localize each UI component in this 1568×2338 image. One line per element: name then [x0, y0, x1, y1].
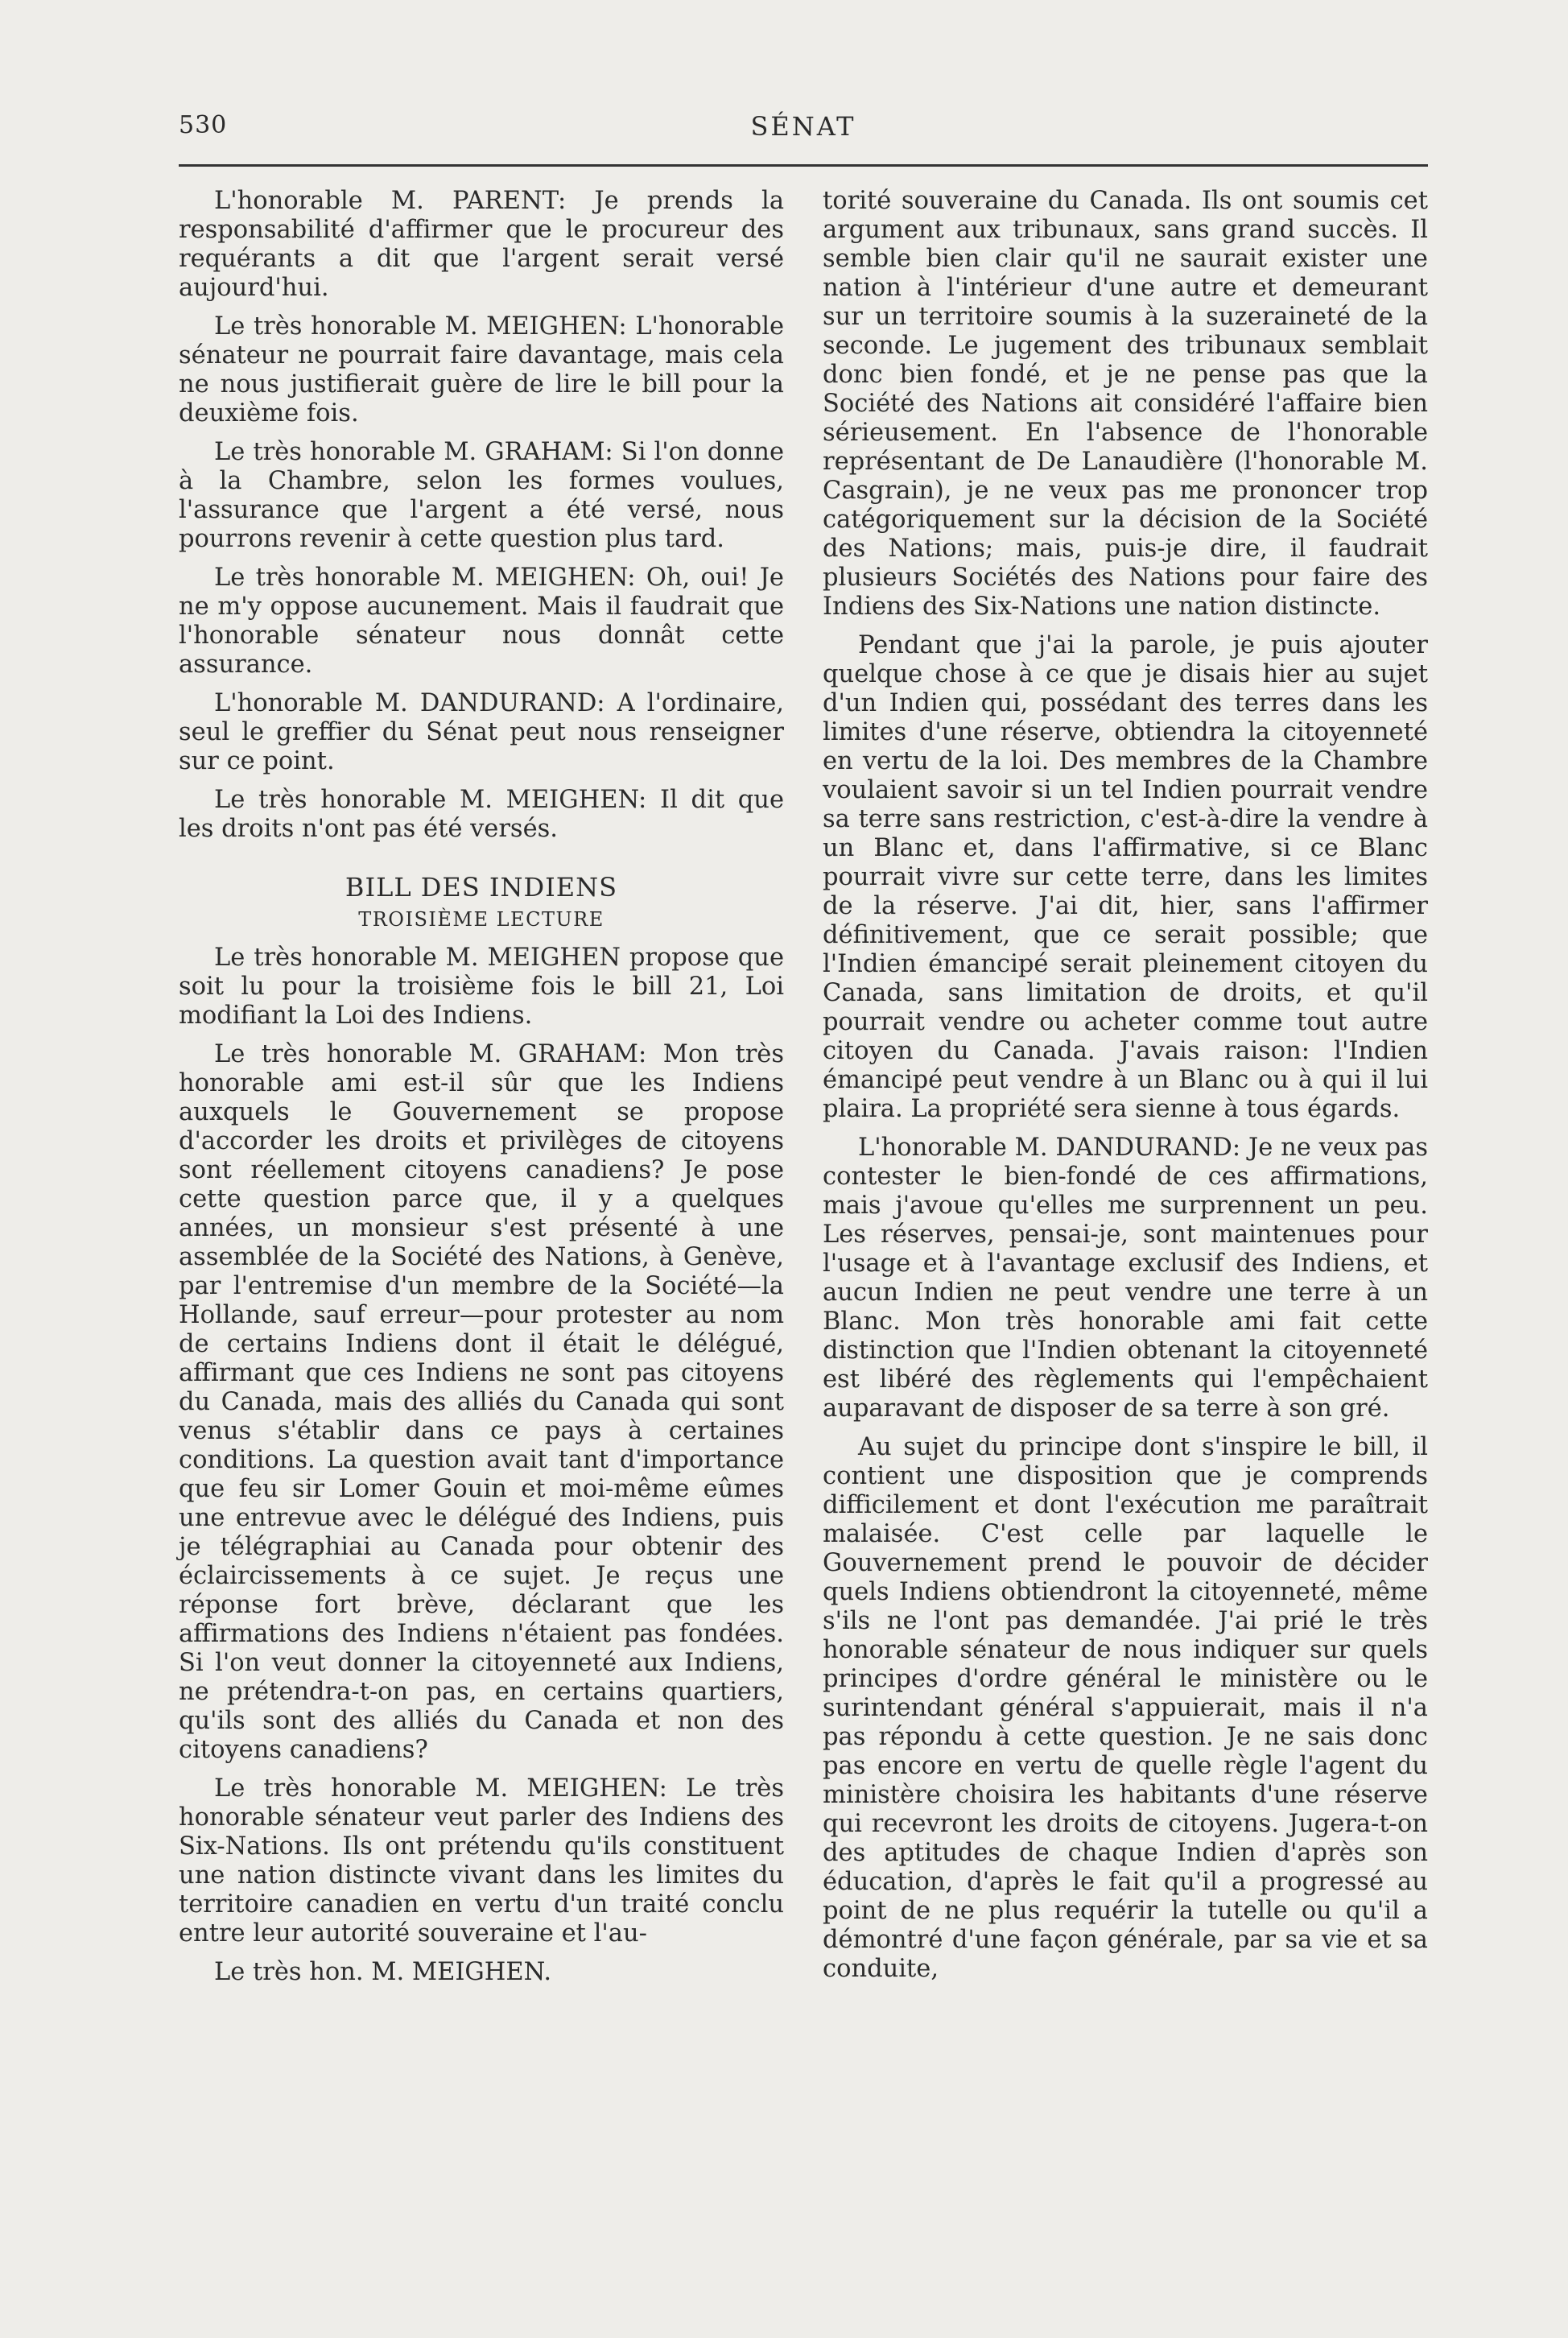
paragraph: L'honorable M. DANDURAND: Je ne veux pas contester le bien-fondé de ces affirmations, mais j'avoue qu'elles me surprennent un peu. Les réserves, pensai-je, sont maintenues pour l'usage et à l'avantage exclusif des Indiens, et aucun Indien ne peut vendre une terre à un Blanc. Mon très honorable ami fait cette distinction que l'Indien obtenant la citoyenneté est libéré des règlements qui l'empêchaient auparavant de disposer de sa terre à son gré. — [823, 1134, 1428, 1423]
right-column — [823, 187, 1428, 1993]
running-title: SÉNAT — [750, 111, 856, 142]
paragraph: Le très honorable M. MEIGHEN: Le très honorable sénateur veut parler des Indiens des Six-Nations. Ils ont prétendu qu'ils constituent une nation distincte vivant dans les limites du territoire canadien en vertu d'un traité conclu entre leur autorité souveraine et l'au- — [179, 1774, 784, 1948]
section-title: BILL DES INDIENS — [345, 872, 618, 903]
paragraph: Le très honorable M. MEIGHEN: L'honorable sénateur ne pourrait faire davantage, mais cela ne nous justifierait guère de lire le bill pour la deuxième fois. — [179, 312, 784, 428]
paragraph: L'honorable M. PARENT: Je prends la responsabilité d'affirmer que le procureur des requérants a dit que l'argent serait versé aujourd'hui. — [179, 187, 784, 302]
footer-line: Le très hon. M. MEIGHEN. — [214, 1958, 552, 1986]
paragraph: Le très honorable M. MEIGHEN: Il dit que les droits n'ont pas été versés. — [179, 786, 784, 843]
paragraph: L'honorable M. DANDURAND: A l'ordinaire, seul le greffier du Sénat peut nous renseigner sur ce point. — [179, 689, 784, 775]
paragraph: Le très honorable M. GRAHAM: Si l'on donne à la Chambre, selon les formes voulues, l'assurance que l'argent a été versé, nous pourrons revenir à cette question plus tard. — [179, 438, 784, 553]
running-head — [179, 111, 1428, 151]
paragraph: Le très honorable M. MEIGHEN propose que soit lu pour la troisième fois le bill 21, Loi modifiant la Loi des Indiens. — [179, 944, 784, 1030]
page-number: 530 — [179, 111, 228, 139]
paragraph-continuation: torité souveraine du Canada. Ils ont soumis cet argument aux tribunaux, sans grand succès. Il semble bien clair qu'il ne saurait exister une nation à l'intérieur d'une autre et demeurant sur un territoire soumis à la suzeraineté de la seconde. Le jugement des tribunaux semblait donc bien fondé, et je ne pense pas que la Société des Nations ait considéré l'affaire bien sérieusement. En l'absence de l'honorable représentant de De Lanaudière (l'honorable M. Casgrain), je ne veux pas me prononcer trop catégoriquement sur la décision de la Société des Nations; mais, puis-je dire, il faudrait plusieurs Sociétés des Nations pour faire des Indiens des Six-Nations une nation distincte. — [823, 187, 1428, 621]
paragraph: Le très honorable M. GRAHAM: Mon très honorable ami est-il sûr que les Indiens auxquels le Gouvernement se propose d'accorder les droits et privilèges de citoyens sont réellement citoyens canadiens? Je pose cette question parce que, il y a quelques années, un monsieur s'est présenté à une assemblée de la Société des Nations, à Genève, par l'entremise d'un membre de la Société—la Hollande, sauf erreur—pour protester au nom de certains Indiens dont il était le délégué, affirmant que ces Indiens ne sont pas citoyens du Canada, mais des alliés du Canada qui sont venus s'établir dans ce pays à certaines conditions. La question avait tant d'importance que feu sir Lomer Gouin et moi-même eûmes une entrevue avec le délégué des Indiens, puis je télégraphiai au Canada pour obtenir des éclaircissements à ce sujet. Je reçus une réponse fort brève, déclarant que les affirmations des Indiens n'étaient pas fondées. Si l'on veut donner la citoyenneté aux Indiens, ne prétendra-t-on pas, en certains quartiers, qu'ils sont des alliés du Canada et non des citoyens canadiens? — [179, 1040, 784, 1764]
paragraph: Pendant que j'ai la parole, je puis ajouter quelque chose à ce que je disais hier au sujet d'un Indien qui, possédant des terres dans les limites d'une réserve, obtiendra la citoyenneté en vertu de la loi. Des membres de la Chambre voulaient savoir si un tel Indien pourrait vendre sa terre sans restriction, c'est-à-dire la vendre à un Blanc et, dans l'affirmative, si ce Blanc pourrait vivre sur cette terre, dans les limites de la réserve. J'ai dit, hier, sans l'affirmer définitivement, que ce serait possible; que l'Indien émancipé serait pleinement citoyen du Canada, sans limitation de droits, et qu'il pourrait vendre ou acheter comme tout autre citoyen du Canada. J'avais raison: l'Indien émancipé peut vendre à un Blanc ou à qui il lui plaira. La propriété sera sienne à tous égards. — [823, 631, 1428, 1123]
paragraph: Le très honorable M. MEIGHEN: Oh, oui! Je ne m'y oppose aucunement. Mais il faudrait que l'honorable sénateur nous donnât cette assurance. — [179, 564, 784, 679]
section-subtitle: TROISIÈME LECTURE — [358, 908, 605, 931]
paragraph: Au sujet du principe dont s'inspire le bill, il contient une disposition que je comprends difficilement et dont l'exécution me paraîtrait malaisée. C'est celle par laquelle le Gouvernement prend le pouvoir de décider quels Indiens obtiendront la citoyenneté, même s'ils ne l'ont pas demandée. J'ai prié le très honorable sénateur de nous indiquer sur quels principes d'ordre général le ministère ou le surintendant général s'appuierait, mais il n'a pas répondu à cette question. Je ne sais donc pas encore en vertu de quelle règle l'agent du ministère choisira les habitants d'une réserve qui recevront les droits de citoyens. Jugera-t-on des aptitudes de chaque Indien d'après son éducation, d'après le fait qu'il a progressé au point de ne plus requérir la tutelle ou qu'il a démontré d'une façon générale, par sa vie et sa conduite, — [823, 1433, 1428, 1983]
left-column — [179, 187, 784, 1997]
header-rule — [179, 164, 1428, 167]
